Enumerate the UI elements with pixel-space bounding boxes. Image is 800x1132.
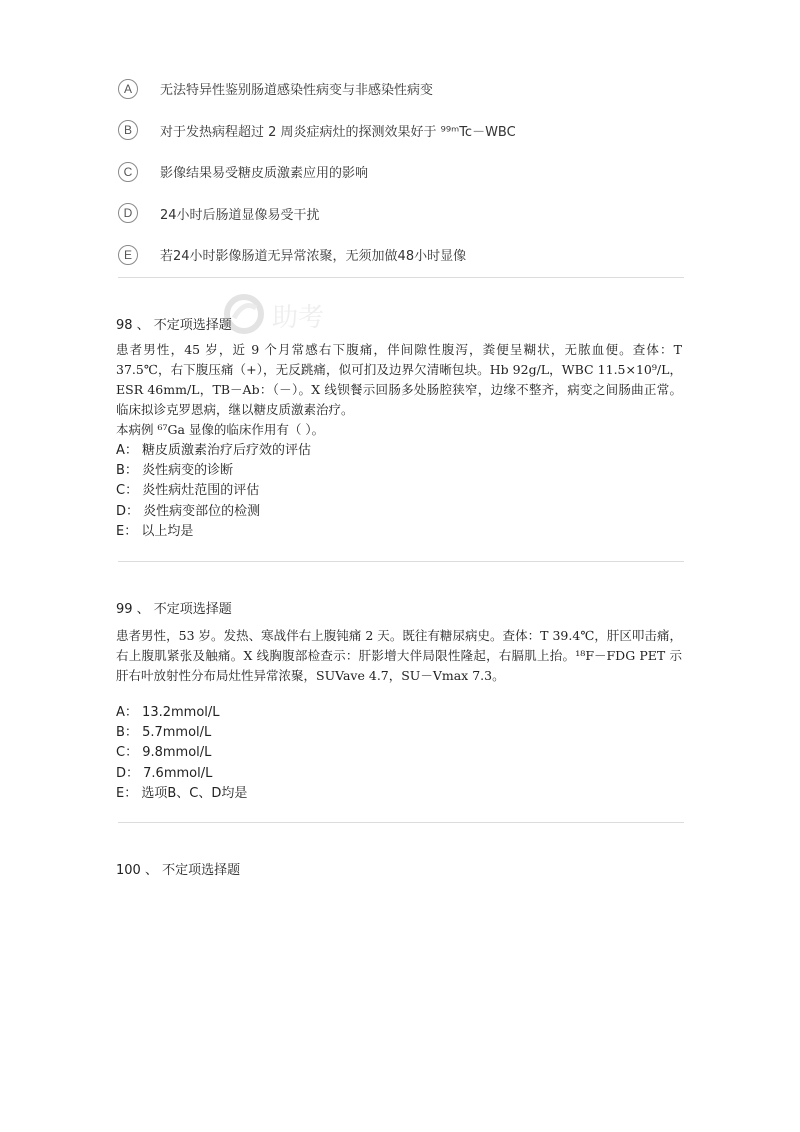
question-99-stem — [116, 626, 682, 686]
choice-text: 糖皮质激素治疗后疗效的评估 — [142, 443, 312, 458]
question-100-title: 100 、 不定项选择题 — [116, 863, 241, 878]
choice-label: D： — [116, 503, 140, 519]
choice-label: E： — [116, 523, 138, 539]
option-text-c: 影像结果易受糖皮质激素应用的影响 — [160, 166, 369, 182]
question-98-choices — [116, 441, 311, 542]
option-circle-c[interactable]: C — [118, 162, 138, 182]
question-98-case: 患者男性，45 岁，近 9 个月常感右下腹痛，伴间隙性腹泻，粪便呈糊状，无脓血便。查体：T 37.5℃，右下腹压痛（+），无反跳痛，似可扪及边界欠清晰包块。Hb 92g/L，WBC 11.5×10⁹/L，ESR 46mm/L，TB－Ab：（－）。X 线钡餐示回肠多处肠腔狭窄，边缘不整齐，病变之间肠曲正常。临床拟诊克罗恩病，继以糖皮质激素治疗。 — [116, 342, 682, 417]
choice-text: 9.8mmol/L — [142, 745, 212, 761]
divider — [118, 561, 684, 562]
watermark-logo — [220, 290, 360, 338]
option-row-e[interactable] — [118, 234, 688, 276]
choice-99-e[interactable] — [116, 784, 247, 804]
option-text-b: 对于发热病程超过 2 周炎症病灶的探测效果好于 ⁹⁹ᵐTc－WBC — [160, 124, 516, 140]
choice-98-c[interactable] — [116, 481, 311, 501]
option-row-c[interactable] — [118, 151, 688, 193]
choice-label: C： — [116, 483, 139, 499]
choice-98-e[interactable] — [116, 522, 311, 542]
choice-label: C： — [116, 745, 139, 761]
choice-99-b[interactable] — [116, 723, 247, 743]
choice-text: 炎性病变的诊断 — [142, 463, 234, 479]
option-circle-e[interactable]: E — [118, 245, 138, 265]
choice-text: 炎性病灶范围的评估 — [142, 483, 260, 499]
choice-99-c[interactable] — [116, 743, 247, 763]
option-text-e: 若24小时影像肠道无异常浓聚，无须加做48小时显像 — [160, 249, 467, 265]
choice-98-d[interactable] — [116, 502, 311, 522]
choice-text: 以上均是 — [141, 523, 194, 539]
choice-text: 7.6mmol/L — [143, 765, 213, 781]
choice-label: A： — [116, 443, 138, 458]
option-text-d: 24小时后肠道显像易受干扰 — [160, 207, 320, 223]
choice-text: 选项B、C、D均是 — [141, 785, 248, 801]
choice-99-d[interactable] — [116, 764, 247, 784]
choice-label: E： — [116, 785, 138, 801]
divider — [118, 277, 684, 278]
choice-label: B： — [116, 463, 138, 479]
choice-98-a[interactable] — [116, 441, 311, 461]
choice-label: A： — [116, 705, 138, 720]
question-99-title: 99 、 不定项选择题 — [116, 602, 232, 617]
choice-label: B： — [116, 725, 138, 741]
option-row-b[interactable] — [118, 110, 688, 152]
option-circle-b[interactable]: B — [118, 120, 138, 140]
choice-text: 炎性病变部位的检测 — [143, 503, 261, 519]
option-circle-a[interactable]: A — [118, 79, 138, 99]
choice-99-a[interactable] — [116, 703, 247, 723]
question-99-choices — [116, 703, 247, 804]
question-98-stem — [116, 340, 682, 440]
choice-label: D： — [116, 765, 140, 781]
question-99-case: 患者男性，53 岁。发热、寒战伴右上腹钝痛 2 天。既往有糖尿病史。查体：T 39.4℃，肝区叩击痛，右上腹肌紧张及触痛。X 线胸腹部检查示：肝影增大伴局限性隆起，右膈肌上抬。¹⁸F－FDG PET 示肝右叶放射性分布局灶性异常浓聚，SUVave 4.7，SU－Vmax 7.3。 — [116, 628, 682, 683]
option-text-a: 无法特异性鉴别肠道感染性病变与非感染性病变 — [160, 83, 434, 99]
svg-text:助考: 助考 — [272, 303, 325, 333]
choice-text: 13.2mmol/L — [142, 705, 220, 720]
question-98-title: 98 、 不定项选择题 — [116, 318, 232, 333]
divider — [118, 822, 684, 823]
option-row-d[interactable] — [118, 193, 688, 235]
option-row-a[interactable] — [118, 68, 688, 110]
question-98-prompt: 本病例 ⁶⁷Ga 显像的临床作用有（ ）。 — [116, 422, 325, 437]
choice-text: 5.7mmol/L — [142, 725, 212, 741]
choice-98-b[interactable] — [116, 461, 311, 481]
previous-question-options — [118, 68, 688, 276]
option-circle-d[interactable]: D — [118, 203, 138, 223]
